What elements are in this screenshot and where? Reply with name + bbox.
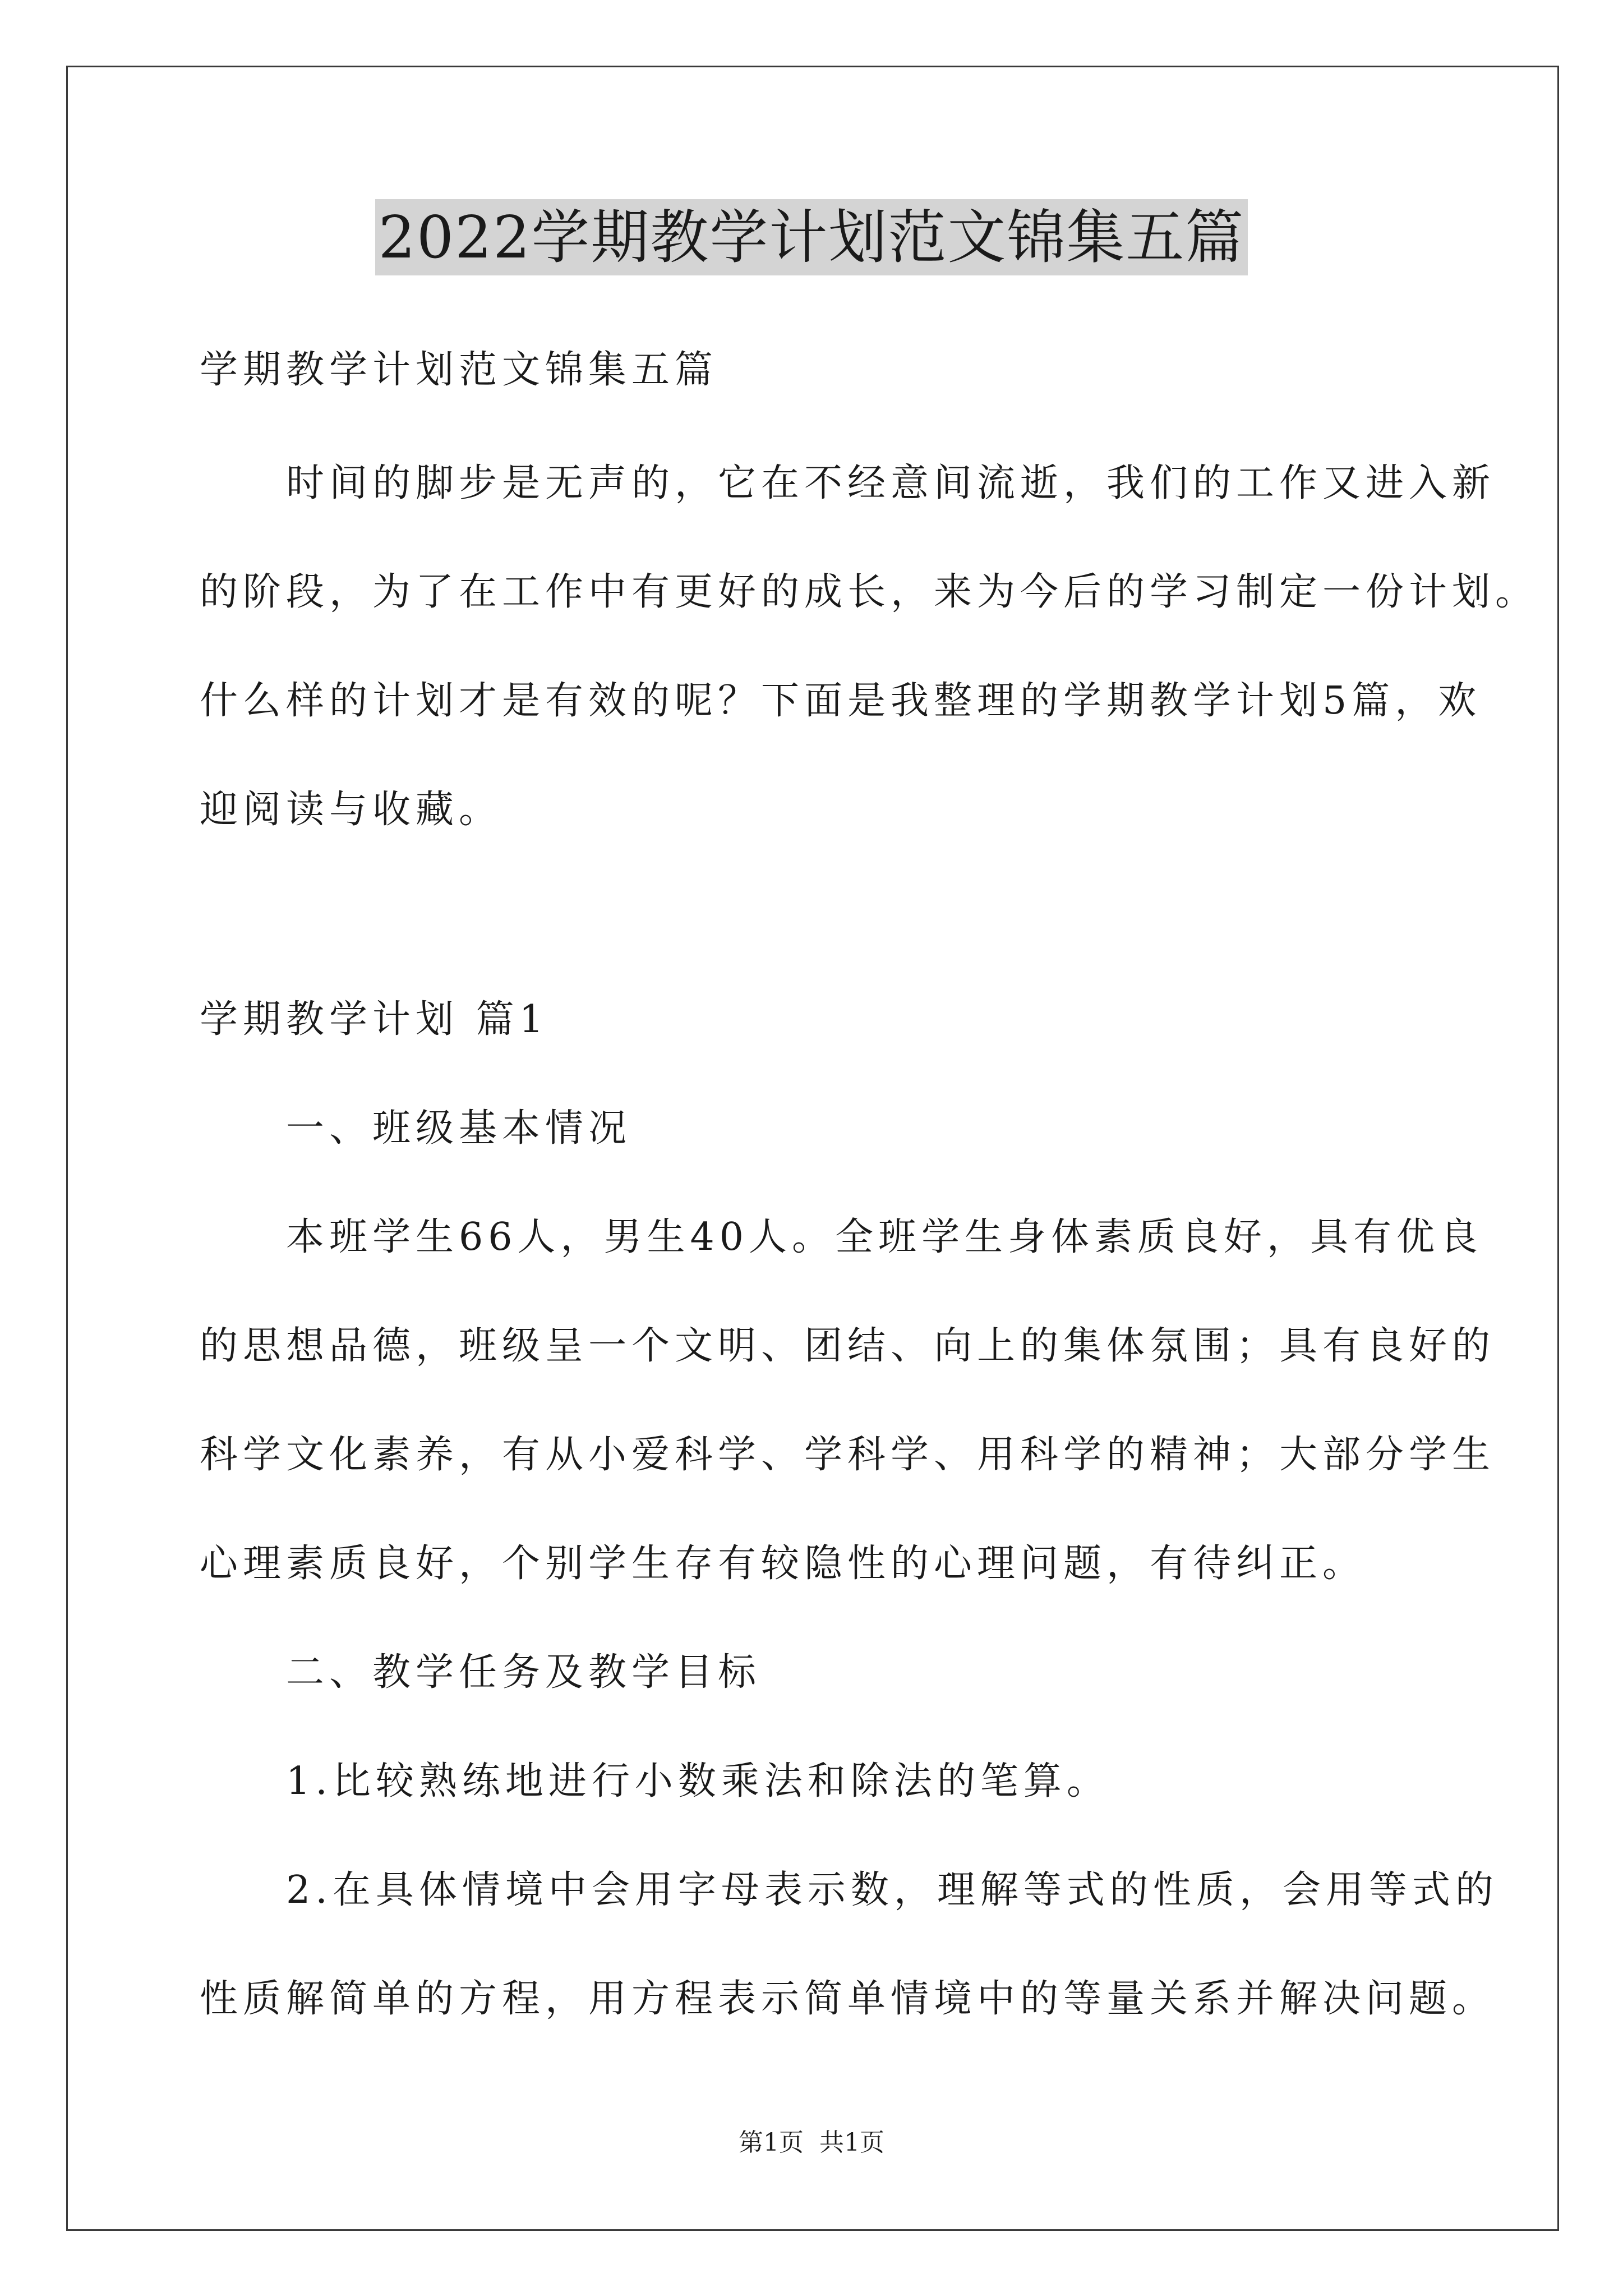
page-footer bbox=[0, 2126, 1623, 2160]
page-number-total: 共1页 bbox=[819, 2128, 884, 2157]
paragraph-line: 心理素质良好，个别学生存有较隐性的心理问题，有待纠正。 bbox=[200, 1542, 1366, 1586]
paragraph-line: 什么样的计划才是有效的呢？下面是我整理的学期教学计划5篇，欢 bbox=[200, 679, 1482, 723]
paragraph-line: 的思想品德，班级呈一个文明、团结、向上的集体氛围；具有良好的 bbox=[200, 1324, 1496, 1368]
sub-heading: 二、教学任务及教学目标 bbox=[200, 1650, 762, 1695]
paragraph-line: 时间的脚步是无声的，它在不经意间流逝，我们的工作又进入新 bbox=[200, 461, 1496, 505]
list-item: 2.在具体情境中会用字母表示数，理解等式的性质，会用等式的 bbox=[200, 1868, 1498, 1912]
paragraph-line: 本班学生66人，男生40人。全班学生身体素质良好，具有优良 bbox=[200, 1215, 1483, 1259]
paragraph-line: 科学文化素养，有从小爱科学、学科学、用科学的精神；大部分学生 bbox=[200, 1433, 1496, 1477]
subtitle-line: 学期教学计划范文锦集五篇 bbox=[200, 348, 718, 392]
list-item: 1.比较熟练地进行小数乘法和除法的笔算。 bbox=[200, 1759, 1110, 1803]
paragraph-line: 的阶段，为了在工作中有更好的成长，来为今后的学习制定一份计划。 bbox=[200, 570, 1539, 614]
document-title: 2022学期教学计划范文锦集五篇 bbox=[375, 199, 1248, 275]
page-number-current: 第1页 bbox=[739, 2128, 804, 2157]
section-heading: 学期教学计划 篇1 bbox=[200, 997, 548, 1042]
paragraph-line: 性质解简单的方程，用方程表示简单情境中的等量关系并解决问题。 bbox=[200, 1977, 1496, 2021]
sub-heading: 一、班级基本情况 bbox=[200, 1106, 632, 1151]
paragraph-line: 迎阅读与收藏。 bbox=[200, 788, 502, 832]
title-container bbox=[0, 199, 1623, 275]
